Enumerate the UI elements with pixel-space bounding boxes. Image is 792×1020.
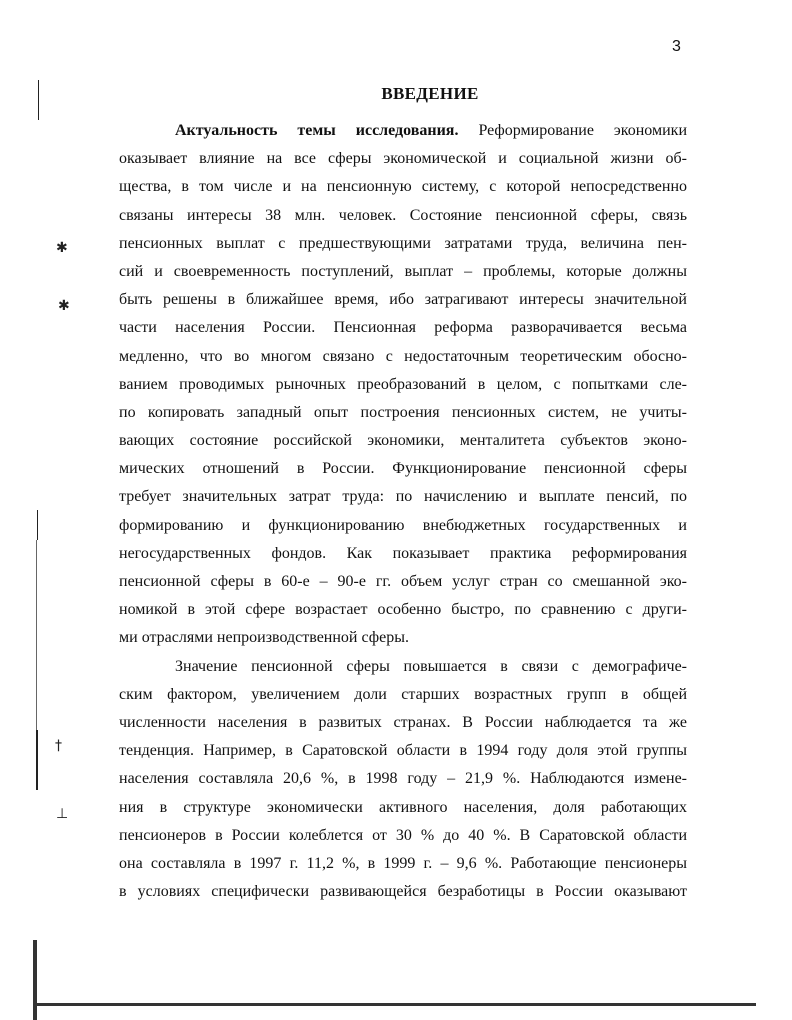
text-line: требует значительных затрат труда: по начислению и выплате пенсий, по — [119, 488, 687, 506]
text-line: быть решены в ближайшее время, ибо затрагивают интересы значительной — [119, 291, 687, 309]
text-line: связаны интересы 38 млн. человек. Состояние пенсионной сферы, связь — [119, 206, 687, 224]
scan-margin-line — [36, 540, 37, 740]
text-line: ния в структуре экономически активного населения, доля работающих — [119, 798, 687, 816]
text-line: медленно, что во многом связано с недостаточным теоретическим обосно- — [119, 347, 687, 365]
text-line: пенсионной сферы в 60-е – 90-е гг. объем услуг стран со смешанной эко- — [119, 573, 687, 590]
scan-speck-icon: ✱ — [58, 298, 70, 314]
text-line: щества, в том числе и на пенсионную систему, с которой непосредственно — [119, 178, 687, 196]
scan-left-edge — [33, 940, 37, 1020]
text-line: она составляла в 1997 г. 11,2 %, в 1999 г. – 9,6 %. Работающие пенсионеры — [119, 854, 687, 872]
scan-speck-icon: † — [55, 738, 62, 754]
text-line: по копировать западный опыт построения пенсионных систем, не учиты- — [119, 403, 687, 421]
text-line: номикой в этой сфере возрастает особенно быстро, по сравнению с други- — [119, 601, 687, 619]
scan-margin-line — [37, 510, 38, 540]
text-line: населения составляла 20,6 %, в 1998 году – 21,9 %. Наблюдаются измене- — [119, 770, 687, 788]
text-line: пенсионеров в России колеблется от 30 % до 40 %. В Саратовской области — [119, 826, 687, 844]
section-heading: ВВЕДЕНИЕ — [381, 84, 479, 103]
text-line: мических отношений в России. Функционирование пенсионной сферы — [119, 460, 687, 478]
text-line: негосударственных фондов. Как показывает практика реформирования — [119, 544, 687, 562]
text-line: оказывает влияние на все сферы экономической и социальной жизни об- — [119, 150, 687, 168]
text-line: численности населения в развитых странах. В России наблюдается та же — [119, 713, 687, 731]
text-line: вающих состояние российской экономики, менталитета субъектов эконо- — [119, 432, 687, 450]
text-line: пенсионных выплат с предшествующими затратами труда, величина пен- — [119, 234, 687, 252]
text-line: формированию и функционированию внебюджетных государственных и — [119, 516, 687, 534]
scan-speck-icon: ✱ — [56, 240, 68, 256]
scan-margin-line — [38, 80, 39, 120]
text-line: части населения России. Пенсионная реформа разворачивается весьма — [119, 319, 687, 337]
body-text — [119, 117, 687, 906]
text-line: тенденция. Например, в Саратовской области в 1994 году доля этой группы — [119, 742, 687, 760]
topic-relevance-label: Актуальность темы исследования. — [175, 122, 459, 139]
text-line: Значение пенсионной сферы повышается в связи с демографиче- — [175, 657, 687, 675]
text-line: ским фактором, увеличением доли старших возрастных групп в общей — [119, 685, 687, 703]
text-line: ми отраслями непроизводственной сферы. — [119, 629, 409, 647]
page-number: 3 — [672, 38, 681, 55]
scan-margin-line — [36, 730, 38, 790]
text-line: сий и своевременность поступлений, выплат – проблемы, которые должны — [119, 262, 687, 280]
scan-bottom-edge — [36, 1003, 756, 1006]
scan-speck-icon: ⊥ — [56, 806, 69, 822]
text-line: ванием проводимых рыночных преобразований в целом, с попытками сле- — [119, 375, 687, 393]
text-line: Актуальность темы исследования. Реформирование экономики — [175, 122, 688, 139]
text-line: в условиях специфически развивающейся безработицы в России оказывают — [119, 883, 687, 901]
